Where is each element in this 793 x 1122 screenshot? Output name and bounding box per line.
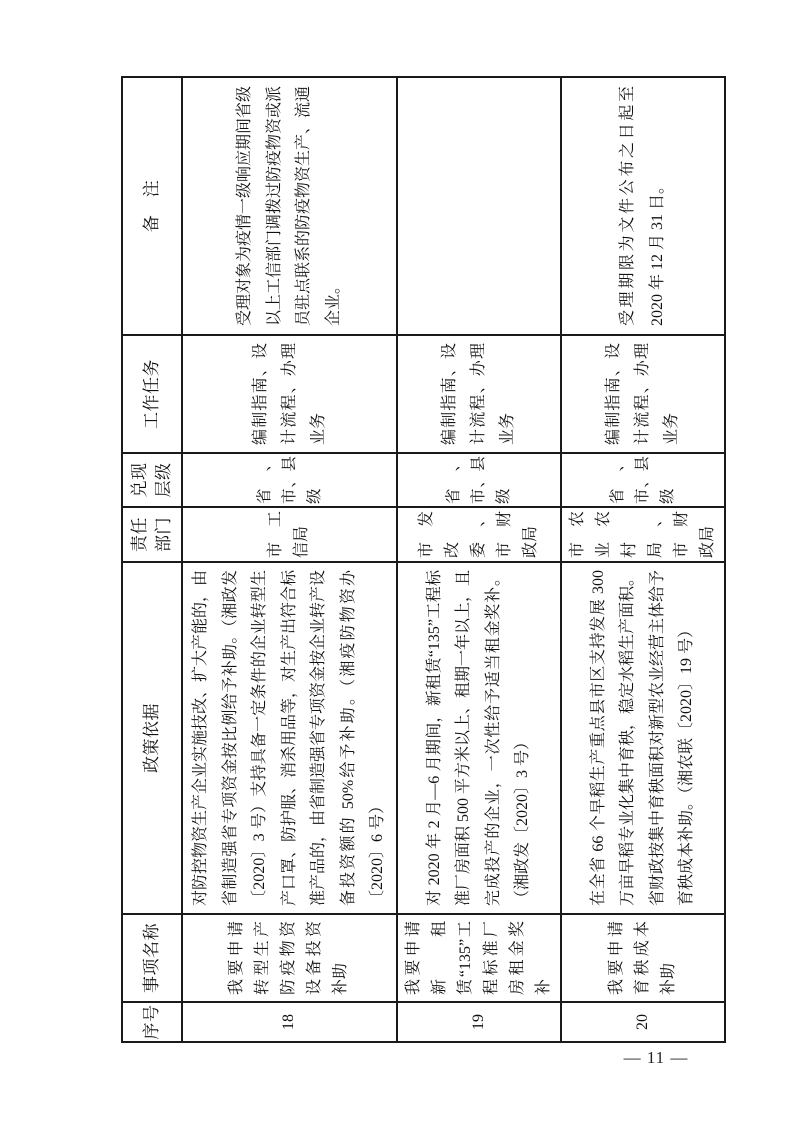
cell-policy-basis: 对 2020 年 2 月—6 月期间，新租赁“135”工程标准厂房面积 500 平方米以上、租期一年以上，且完成投产的企业，一次性给予适当租金奖补。（湘政发〔2020〕3 号） (397, 562, 561, 914)
landscape-canvas (121, 78, 716, 1043)
col-header-fulfillment-level: 兑现层级 (122, 453, 182, 507)
cell-item-name: 我要申请新租赁“135”工程标准厂房租金奖补 (397, 914, 561, 1002)
cell-remarks: 受理期限为文件公布之日起至 2020 年 12 月 31 日。 (561, 77, 725, 335)
col-header-work-task: 工作任务 (122, 335, 182, 453)
col-header-item-name: 事项名称 (122, 914, 182, 1002)
table-row-19 (397, 77, 561, 1042)
cell-responsible-dept: 市工信局 (182, 507, 397, 562)
cell-item-name: 我要申请转型生产防疫物资设备投资补助 (182, 914, 397, 1002)
col-header-serial: 序号 (122, 1002, 182, 1042)
cell-serial: 20 (561, 1002, 725, 1042)
cell-policy-basis: 对防控物资生产企业实施技改、扩大产能的，由省制造强省专项资金按比例给予补助。（湘政发〔2020〕3 号）支持具备一定条件的企业转型生产口罩、防护服、消杀用品等，对生产出符合标准产品的，由省制造强省专项资金按企业转产设备投资额的 50%给予补助。（湘疫防物资办〔2020〕6 号） (182, 562, 397, 914)
col-header-policy-basis: 政策依据 (122, 562, 182, 914)
cell-work-task: 编制指南、设计流程、办理业务 (397, 335, 561, 453)
cell-work-task: 编制指南、设计流程、办理业务 (561, 335, 725, 453)
cell-serial: 19 (397, 1002, 561, 1042)
rotated-table-area (121, 78, 716, 1043)
cell-responsible-dept: 市发改委、市财政局 (397, 507, 561, 562)
cell-item-name: 我要申请育秧成本补助 (561, 914, 725, 1002)
header-row (122, 77, 182, 1042)
policy-table (121, 76, 726, 1043)
cell-work-task: 编制指南、设计流程、办理业务 (182, 335, 397, 453)
col-header-remarks: 备 注 (122, 77, 182, 335)
table-row-20 (561, 77, 725, 1042)
cell-policy-basis: 在全省 66 个早稻生产重点县市区支持发展 300 万亩早稻专业化集中育秧，稳定水稻生产面积。省财政按集中育秧面积对新型农业经营主体给予育秧成本补助。（湘农联〔2020〕19 号） (561, 562, 725, 914)
col-header-responsible-dept: 责任部门 (122, 507, 182, 562)
cell-remarks (397, 77, 561, 335)
page-number: — 11 — (623, 1048, 689, 1067)
cell-responsible-dept: 市农业农村局、市财政局 (561, 507, 725, 562)
table-row-18 (182, 77, 397, 1042)
cell-fulfillment-level: 省、市、县级 (397, 453, 561, 507)
cell-fulfillment-level: 省、市、县级 (182, 453, 397, 507)
cell-serial: 18 (182, 1002, 397, 1042)
cell-remarks: 受理对象为疫情一级响应期间省级以上工信部门调拨过防疫物资或派员驻点联系的防疫物资生产、流通企业。 (182, 77, 397, 335)
cell-fulfillment-level: 省、市、县级 (561, 453, 725, 507)
